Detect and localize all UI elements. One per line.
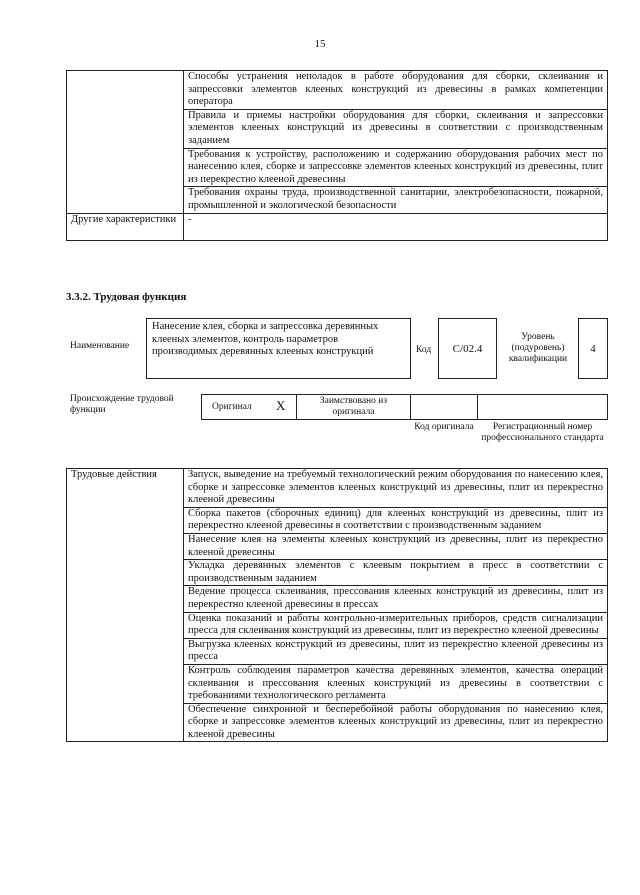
other-characteristics-label: Другие характеристики — [67, 213, 184, 240]
section-title: 3.3.2. Трудовая функция — [66, 291, 187, 303]
knowledge-table — [66, 70, 608, 241]
page-number: 15 — [314, 38, 326, 50]
code-label: Код — [416, 345, 432, 355]
other-characteristics-value: - — [184, 213, 608, 240]
origin-label: Происхождение трудовой функции — [70, 394, 174, 415]
code-original-cell — [410, 394, 478, 420]
borrowed-label: Заимствовано из оригинала — [319, 396, 388, 417]
level-value: 4 — [590, 343, 596, 355]
function-name-value: Нанесение клея, сборка и запрессовка деревянных клееных элементов, контроль параметров производимых деревянных клееных конструкций — [152, 321, 379, 358]
knowledge-item: Требования к устройству, расположению и содержанию оборудования рабочих мест по нанесению клея, сборке и запрессовке элементов клееных конструкций из древесины, плит из перекрестно клееной древесины — [184, 148, 608, 187]
knowledge-item: Требования охраны труда, производственной санитарии, электробезопасности, пожарной, промышленной и экологической безопасности — [184, 187, 608, 213]
labor-action-item: Выгрузка клееных конструкций из древесины, плит из перекрестно клееной древесины из пресса — [184, 638, 608, 664]
level-label: Уровень (подуровень) квалификации — [508, 332, 568, 364]
labor-action-item: Оценка показаний и работы контрольно-измерительных приборов, средств сигнализации пресса для склеивания конструкций из древесины, плит из перекрестно клееной древесины — [184, 612, 608, 638]
original-cell — [201, 394, 297, 420]
reg-number-cell — [477, 394, 608, 420]
labor-action-item: Укладка деревянных элементов с клеевым покрытием в пресс в соответствии с производственным заданием — [184, 560, 608, 586]
code-value-box — [438, 318, 497, 379]
borrowed-cell — [296, 394, 411, 420]
code-value: С/02.4 — [452, 343, 483, 355]
labor-action-item: Нанесение клея на элементы клееных конструкций из древесины, плит из перекрестно клееной древесины — [184, 533, 608, 559]
reg-number-caption: Регистрационный номер профессионального стандарта — [481, 422, 604, 443]
labor-action-item: Запуск, выведение на требуемый технологический режим оборудования по нанесению клея, сборке и запрессовке элементов клееных конструкций из древесины, плит из перекрестно клееной древесины — [184, 469, 608, 508]
table-row — [67, 213, 608, 240]
table-row — [67, 71, 608, 110]
code-original-caption: Код оригинала — [414, 422, 474, 432]
knowledge-item: Способы устранения неполадок в работе оборудования для сборки, склеивания и запрессовки элементов клееных конструкций из древесины в рамках компетенции оператора — [184, 71, 608, 110]
labor-action-item: Контроль соблюдения параметров качества деревянных элементов, качества операций склеивания и прессования клееных конструкций из древесины в соответствии с требованиями технологического регламента — [184, 664, 608, 703]
labor-action-item: Обеспечение синхронной и бесперебойной работы оборудования по нанесению клея, сборке и запрессовке элементов клееных конструкций из древесины, плит из перекрестно клееной древесины — [184, 703, 608, 742]
empty-label-cell — [67, 71, 184, 214]
function-name-box — [146, 318, 411, 379]
knowledge-item: Правила и приемы настройки оборудования для сборки, склеивания и запрессовки элементов клееных конструкций из древесины в соответствии с производственным заданием — [184, 109, 608, 148]
name-label: Наименование — [70, 341, 130, 351]
labor-actions-label: Трудовые действия — [67, 469, 184, 742]
table-row — [67, 469, 608, 508]
labor-actions-table — [66, 468, 608, 742]
level-value-box — [578, 318, 608, 379]
original-label: Оригинал — [212, 402, 252, 412]
original-mark: X — [276, 398, 286, 413]
labor-action-item: Сборка пакетов (сборочных единиц) для клееных конструкций из древесины, плит из перекрестно клееной древесины в соответствии с производственным заданием — [184, 507, 608, 533]
labor-action-item: Ведение процесса склеивания, прессования клееных конструкций из древесины, плит из перекрестно клееной древесины в прессах — [184, 586, 608, 612]
